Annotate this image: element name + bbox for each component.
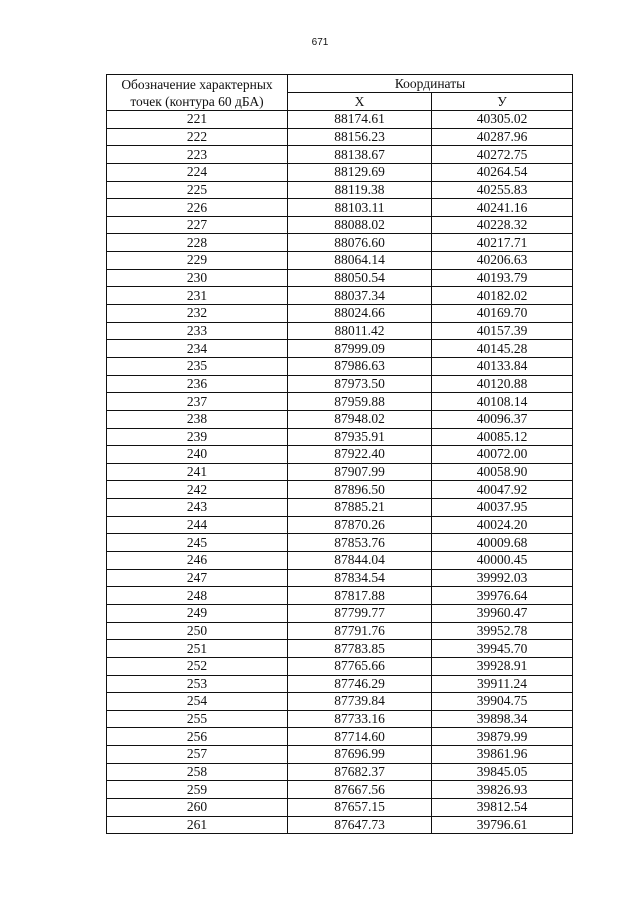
point-id-cell: 236 xyxy=(107,375,288,393)
table-row xyxy=(107,499,573,517)
point-id-cell: 222 xyxy=(107,128,288,146)
table-row xyxy=(107,393,573,411)
table-row xyxy=(107,410,573,428)
point-id-cell: 261 xyxy=(107,816,288,834)
y-coordinate-cell: 39812.54 xyxy=(432,798,573,816)
point-id-cell: 232 xyxy=(107,305,288,323)
x-coordinate-cell: 88129.69 xyxy=(288,163,432,181)
point-id-cell: 249 xyxy=(107,604,288,622)
point-id-cell: 250 xyxy=(107,622,288,640)
x-coordinate-cell: 88011.42 xyxy=(288,322,432,340)
table-row xyxy=(107,322,573,340)
table-row xyxy=(107,763,573,781)
y-coordinate-cell: 40228.32 xyxy=(432,216,573,234)
point-id-cell: 253 xyxy=(107,675,288,693)
x-coordinate-cell: 88076.60 xyxy=(288,234,432,252)
y-coordinate-cell: 40217.71 xyxy=(432,234,573,252)
table-row xyxy=(107,587,573,605)
x-coordinate-cell: 87657.15 xyxy=(288,798,432,816)
table-row xyxy=(107,340,573,358)
x-coordinate-cell: 87739.84 xyxy=(288,693,432,711)
table-row xyxy=(107,463,573,481)
x-coordinate-cell: 87714.60 xyxy=(288,728,432,746)
table-row xyxy=(107,252,573,270)
y-coordinate-cell: 39911.24 xyxy=(432,675,573,693)
table-row xyxy=(107,781,573,799)
y-coordinate-cell: 40272.75 xyxy=(432,146,573,164)
table-row xyxy=(107,111,573,129)
x-coordinate-cell: 87896.50 xyxy=(288,481,432,499)
point-id-cell: 238 xyxy=(107,410,288,428)
x-coordinate-cell: 87791.76 xyxy=(288,622,432,640)
page-number: 671 xyxy=(311,37,329,48)
point-id-cell: 258 xyxy=(107,763,288,781)
x-coordinate-cell: 87647.73 xyxy=(288,816,432,834)
y-coordinate-cell: 40157.39 xyxy=(432,322,573,340)
point-id-cell: 245 xyxy=(107,534,288,552)
y-coordinate-cell: 40255.83 xyxy=(432,181,573,199)
coordinates-column-header: Координаты xyxy=(288,75,573,93)
x-coordinate-cell: 88138.67 xyxy=(288,146,432,164)
x-coordinate-cell: 87667.56 xyxy=(288,781,432,799)
point-id-cell: 241 xyxy=(107,463,288,481)
x-coordinate-cell: 88050.54 xyxy=(288,269,432,287)
x-coordinate-cell: 88174.61 xyxy=(288,111,432,129)
x-coordinate-cell: 87844.04 xyxy=(288,552,432,570)
table-row xyxy=(107,569,573,587)
table-row xyxy=(107,181,573,199)
table-row xyxy=(107,798,573,816)
point-id-cell: 251 xyxy=(107,640,288,658)
point-id-cell: 243 xyxy=(107,499,288,517)
table-row xyxy=(107,693,573,711)
point-id-cell: 233 xyxy=(107,322,288,340)
table-row xyxy=(107,640,573,658)
point-id-cell: 246 xyxy=(107,552,288,570)
point-id-cell: 260 xyxy=(107,798,288,816)
table-row xyxy=(107,816,573,834)
point-id-cell: 259 xyxy=(107,781,288,799)
y-coordinate-cell: 40182.02 xyxy=(432,287,573,305)
point-id-cell: 257 xyxy=(107,746,288,764)
y-coordinate-cell: 40096.37 xyxy=(432,410,573,428)
point-id-cell: 256 xyxy=(107,728,288,746)
y-coordinate-cell: 40264.54 xyxy=(432,163,573,181)
y-coordinate-cell: 40037.95 xyxy=(432,499,573,517)
point-id-cell: 248 xyxy=(107,587,288,605)
y-coordinate-cell: 40145.28 xyxy=(432,340,573,358)
table-row xyxy=(107,657,573,675)
y-coordinate-cell: 40206.63 xyxy=(432,252,573,270)
x-coordinate-cell: 87834.54 xyxy=(288,569,432,587)
y-coordinate-cell: 39796.61 xyxy=(432,816,573,834)
table-header xyxy=(107,75,573,111)
point-id-cell: 252 xyxy=(107,657,288,675)
x-coordinate-cell: 87696.99 xyxy=(288,746,432,764)
x-coordinate-cell: 88024.66 xyxy=(288,305,432,323)
table-row xyxy=(107,481,573,499)
point-id-cell: 221 xyxy=(107,111,288,129)
point-id-cell: 240 xyxy=(107,446,288,464)
point-id-cell: 224 xyxy=(107,163,288,181)
x-coordinate-cell: 87799.77 xyxy=(288,604,432,622)
y-coordinate-cell: 39928.91 xyxy=(432,657,573,675)
x-coordinate-cell: 87948.02 xyxy=(288,410,432,428)
x-coordinate-cell: 87999.09 xyxy=(288,340,432,358)
y-coordinate-cell: 40072.00 xyxy=(432,446,573,464)
point-id-cell: 242 xyxy=(107,481,288,499)
coordinates-table xyxy=(106,74,573,834)
x-coordinate-cell: 87885.21 xyxy=(288,499,432,517)
y-coordinate-cell: 39952.78 xyxy=(432,622,573,640)
point-id-cell: 254 xyxy=(107,693,288,711)
table-row xyxy=(107,746,573,764)
point-id-cell: 227 xyxy=(107,216,288,234)
point-id-cell: 223 xyxy=(107,146,288,164)
y-coordinate-cell: 39992.03 xyxy=(432,569,573,587)
table-row xyxy=(107,199,573,217)
point-id-cell: 244 xyxy=(107,516,288,534)
table-body xyxy=(107,111,573,834)
x-coordinate-cell: 88064.14 xyxy=(288,252,432,270)
point-id-cell: 226 xyxy=(107,199,288,217)
table-row xyxy=(107,428,573,446)
y-coordinate-cell: 40169.70 xyxy=(432,305,573,323)
y-coordinate-cell: 39945.70 xyxy=(432,640,573,658)
table-row xyxy=(107,375,573,393)
table-row xyxy=(107,305,573,323)
point-id-cell: 229 xyxy=(107,252,288,270)
table-row xyxy=(107,728,573,746)
point-id-cell: 237 xyxy=(107,393,288,411)
x-column-header: Х xyxy=(288,93,432,111)
y-coordinate-cell: 39826.93 xyxy=(432,781,573,799)
x-coordinate-cell: 88088.02 xyxy=(288,216,432,234)
table-row xyxy=(107,710,573,728)
point-id-cell: 235 xyxy=(107,357,288,375)
y-coordinate-cell: 40305.02 xyxy=(432,111,573,129)
y-coordinate-cell: 40000.45 xyxy=(432,552,573,570)
table-row xyxy=(107,604,573,622)
y-coordinate-cell: 40085.12 xyxy=(432,428,573,446)
y-coordinate-cell: 40120.88 xyxy=(432,375,573,393)
y-coordinate-cell: 40241.16 xyxy=(432,199,573,217)
point-header-line2: точек (контура 60 дБА) xyxy=(130,93,264,109)
point-id-cell: 231 xyxy=(107,287,288,305)
y-coordinate-cell: 40133.84 xyxy=(432,357,573,375)
point-id-cell: 228 xyxy=(107,234,288,252)
x-coordinate-cell: 87783.85 xyxy=(288,640,432,658)
table-row xyxy=(107,534,573,552)
x-coordinate-cell: 87746.29 xyxy=(288,675,432,693)
table-row xyxy=(107,357,573,375)
table-row xyxy=(107,287,573,305)
x-coordinate-cell: 87733.16 xyxy=(288,710,432,728)
x-coordinate-cell: 87922.40 xyxy=(288,446,432,464)
x-coordinate-cell: 88037.34 xyxy=(288,287,432,305)
y-coordinate-cell: 39845.05 xyxy=(432,763,573,781)
point-header-line1: Обозначение характерных xyxy=(121,76,273,92)
table-row xyxy=(107,552,573,570)
table-row xyxy=(107,234,573,252)
y-coordinate-cell: 39879.99 xyxy=(432,728,573,746)
y-coordinate-cell: 40058.90 xyxy=(432,463,573,481)
y-coordinate-cell: 40009.68 xyxy=(432,534,573,552)
x-coordinate-cell: 87853.76 xyxy=(288,534,432,552)
table-row xyxy=(107,446,573,464)
y-coordinate-cell: 39976.64 xyxy=(432,587,573,605)
y-coordinate-cell: 40287.96 xyxy=(432,128,573,146)
x-coordinate-cell: 87986.63 xyxy=(288,357,432,375)
point-column-header xyxy=(107,75,288,111)
point-id-cell: 230 xyxy=(107,269,288,287)
y-coordinate-cell: 39861.96 xyxy=(432,746,573,764)
x-coordinate-cell: 87935.91 xyxy=(288,428,432,446)
x-coordinate-cell: 87870.26 xyxy=(288,516,432,534)
x-coordinate-cell: 87973.50 xyxy=(288,375,432,393)
point-id-cell: 234 xyxy=(107,340,288,358)
y-coordinate-cell: 39904.75 xyxy=(432,693,573,711)
y-column-header: У xyxy=(432,93,573,111)
x-coordinate-cell: 88119.38 xyxy=(288,181,432,199)
x-coordinate-cell: 88156.23 xyxy=(288,128,432,146)
point-id-cell: 225 xyxy=(107,181,288,199)
x-coordinate-cell: 88103.11 xyxy=(288,199,432,217)
y-coordinate-cell: 40024.20 xyxy=(432,516,573,534)
x-coordinate-cell: 87817.88 xyxy=(288,587,432,605)
y-coordinate-cell: 40047.92 xyxy=(432,481,573,499)
point-id-cell: 255 xyxy=(107,710,288,728)
y-coordinate-cell: 40193.79 xyxy=(432,269,573,287)
table-row xyxy=(107,269,573,287)
table-row xyxy=(107,146,573,164)
table-row xyxy=(107,675,573,693)
x-coordinate-cell: 87682.37 xyxy=(288,763,432,781)
point-id-cell: 247 xyxy=(107,569,288,587)
table-row xyxy=(107,216,573,234)
table-row xyxy=(107,128,573,146)
y-coordinate-cell: 39898.34 xyxy=(432,710,573,728)
y-coordinate-cell: 40108.14 xyxy=(432,393,573,411)
table-row xyxy=(107,163,573,181)
table-row xyxy=(107,516,573,534)
point-id-cell: 239 xyxy=(107,428,288,446)
x-coordinate-cell: 87765.66 xyxy=(288,657,432,675)
x-coordinate-cell: 87907.99 xyxy=(288,463,432,481)
x-coordinate-cell: 87959.88 xyxy=(288,393,432,411)
y-coordinate-cell: 39960.47 xyxy=(432,604,573,622)
table-row xyxy=(107,622,573,640)
